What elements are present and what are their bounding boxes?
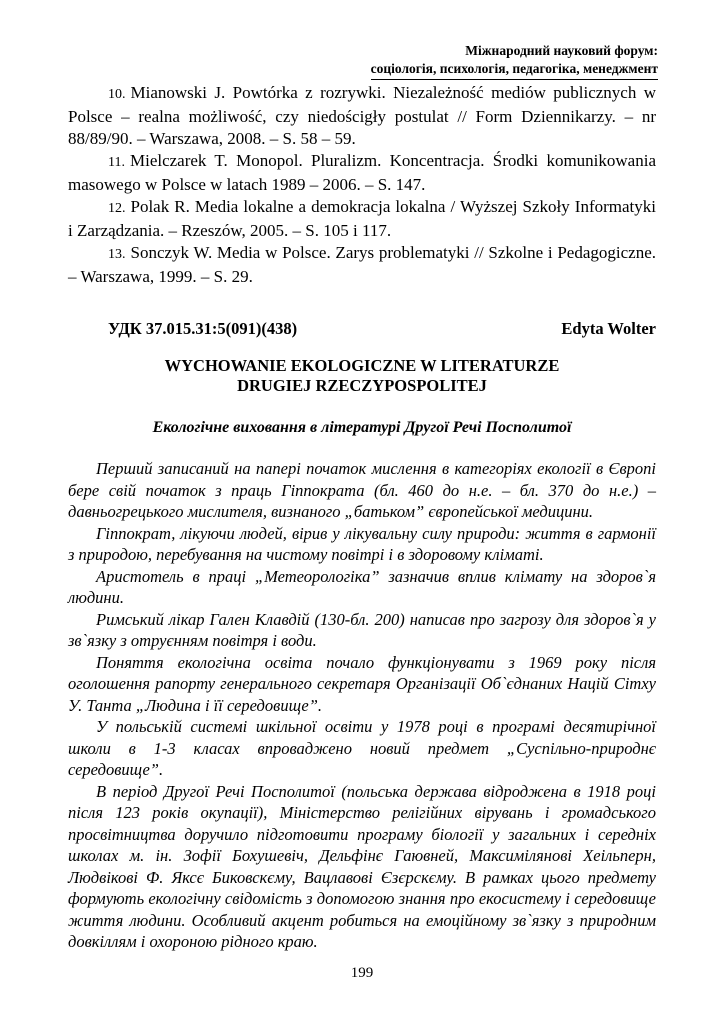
reference-item: [68, 242, 656, 288]
running-header: [371, 42, 658, 80]
reference-number: 13.: [108, 247, 126, 262]
udk-code: УДК 37.015.31:5(091)(438): [108, 319, 298, 338]
body-paragraph: Перший записаний на папері початок мислення в категоріях екології в Європі бере свій початок з праць Гіппократа (бл. 460 до н.е. – бл. 370 до н.е.) – давньогрецького мислителя, визнаного „батьком” європейської медицини.: [68, 459, 656, 521]
reference-item: [68, 150, 656, 196]
article-title-line2: DRUGIEJ RZECZYPOSPOLITEJ: [237, 376, 487, 395]
body-paragraph: Поняття екологічна освіта почало функціонувати з 1969 року після оголошення рапорту генерального секретаря Організації Об`єднаних Націй Сітху У. Танта „Людина і її середовище”.: [68, 652, 656, 715]
header-forum-title: Міжнародний науковий форум:: [465, 43, 658, 58]
reference-number: 12.: [108, 201, 126, 216]
reference-list: [68, 82, 656, 288]
body-paragraph: В період Другої Речі Посполитої (польська держава відроджена в 1918 році після 123 років окупації), Міністерство релігійних вірувань і громадського просвітництва доручило підготовити програму біології у загальних і середніх школах м. ін. Зофії Бохушевіч, Дельфінє Гаювней, Максиміляновi Хеільперн, Людвікові Ф. Яксє Биковскєму, Вацлавові Єзєрскєму. В рамках цього предмету формують екологічну свідомість з допомогою знання про екосистему і середовище життя людини. Особливий акцент робиться на емоційному зв`язку з природним довкіллям і охороною рідного краю.: [68, 781, 656, 951]
body-paragraph: Римський лікар Гален Клавдій (130-бл. 200) написав про загрозу для здоров`я у зв`язку з отруєнням повітря і води.: [68, 609, 656, 650]
reference-number: 11.: [108, 155, 125, 170]
article-title-line1: WYCHOWANIE EKOLOGICZNE W LITERATURZE: [164, 356, 560, 375]
article-author: Edyta Wolter: [561, 319, 656, 338]
reference-text: Sonczyk W. Media w Polsce. Zarys problematyki // Szkolne i Pedagogiczne. – Warszawa, 1999. – S. 29.: [68, 243, 656, 286]
page-number: 199: [350, 965, 374, 981]
header-forum-topics: соціологія, психологія, педагогіка, менеджмент: [371, 60, 658, 80]
article-title: [68, 356, 656, 396]
udk-author-row: [108, 318, 656, 340]
body-paragraph: Аристотель в праці „Метеорологіка” зазначив вплив клімату на здоров`я людини.: [68, 566, 656, 607]
reference-text: Polak R. Media lokalne a demokracja lokalna / Wyższej Szkoły Informatyki i Zarządzania. – Rzeszów, 2005. – S. 105 i 117.: [68, 197, 656, 240]
reference-text: Mielczarek T. Monopol. Pluralizm. Koncentracja. Środki komunikowania masowego w Polsce w latach 1989 – 2006. – S. 147.: [68, 151, 656, 194]
body-paragraph: У польській системі шкільної освіти у 1978 році в програмі десятирічної школи в 1-3 класах впроваджено новий предмет „Суспільно-природнє середовище”.: [68, 717, 656, 779]
article-body: [68, 458, 656, 953]
body-paragraph: Гіппократ, лікуючи людей, вірив у лікувальну силу природи: життя в гармонії з природою, перебування на чистому повітрі і в здоровому кліматі.: [68, 523, 656, 564]
reference-item: [68, 82, 656, 150]
reference-number: 10.: [108, 87, 126, 102]
article-subtitle: Екологічне виховання в літературі Другої Речі Посполитої: [152, 419, 572, 436]
reference-text: Mianowski J. Powtórka z rozrywki. Niezależność mediów publicznych w Polsce – realna możliwość, czy niedościgły postulat // Form Dziennikarzy. – nr 88/89/90. – Warszawa, 2008. – S. 58 – 59.: [68, 83, 656, 148]
reference-item: [68, 196, 656, 242]
